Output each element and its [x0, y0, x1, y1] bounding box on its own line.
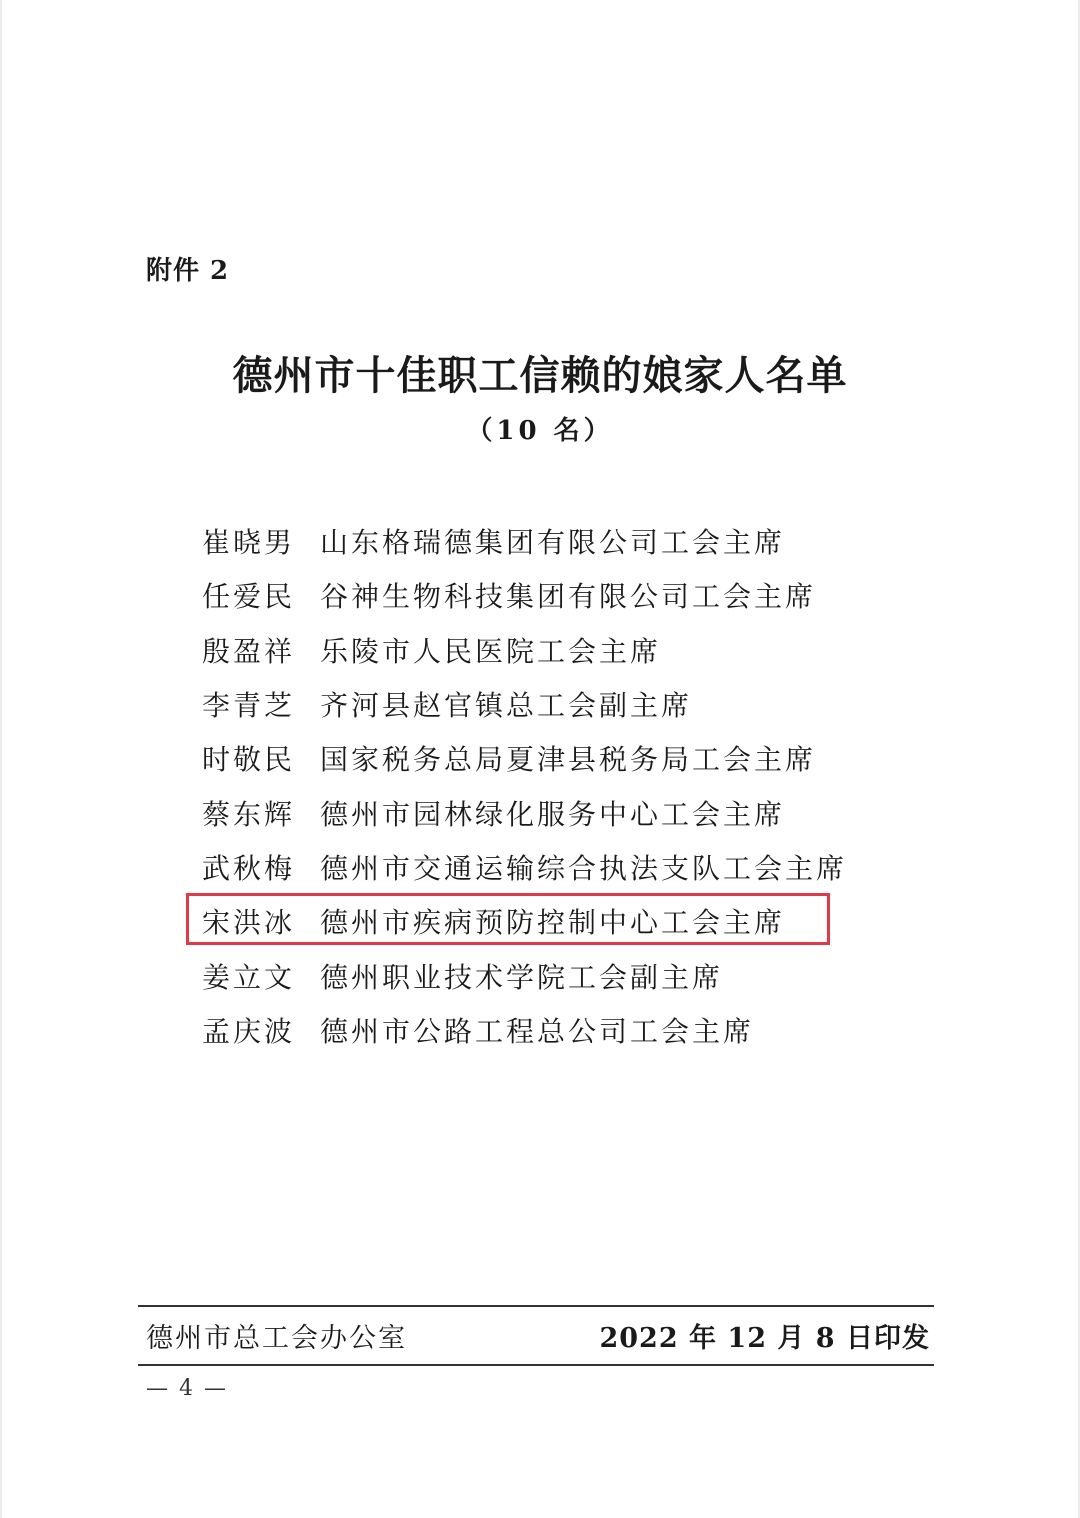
list-item: [202, 948, 902, 1002]
list-item: [202, 785, 902, 839]
document-title: 德州市十佳职工信赖的娘家人名单: [232, 352, 848, 399]
page-number: — 4 —: [146, 1376, 228, 1401]
footer-issue-date: 2022 年 12 月 8 日印发: [599, 1323, 930, 1354]
person-name: 蔡东辉: [202, 797, 296, 831]
list-item: [202, 514, 902, 568]
person-name: 姜立文: [202, 960, 296, 994]
footer-divider-top: [138, 1305, 934, 1307]
person-position: 谷神生物科技集团有限公司工会主席: [320, 580, 817, 614]
document-subtitle: （10 名）: [466, 416, 614, 446]
list-item: [202, 840, 902, 894]
person-position: 齐河县赵官镇总工会副主席: [320, 689, 693, 723]
person-position: 德州市园林绿化服务中心工会主席: [320, 797, 786, 831]
person-name: 李青芝: [202, 689, 296, 723]
person-position: 德州市交通运输综合执法支队工会主席: [320, 851, 848, 885]
person-position: 乐陵市人民医院工会主席: [320, 634, 662, 668]
attachment-label: 附件 2: [146, 256, 230, 286]
list-item: [202, 1003, 902, 1057]
person-position: 山东格瑞德集团有限公司工会主席: [320, 526, 786, 560]
person-name: 任爱民: [202, 580, 296, 614]
person-name: 宋洪冰: [202, 906, 296, 940]
person-position: 德州职业技术学院工会副主席: [320, 960, 724, 994]
person-position: 德州市公路工程总公司工会主席: [320, 1014, 755, 1048]
person-name: 时敬民: [202, 743, 296, 777]
list-item: [202, 623, 902, 677]
footer-divider-bottom: [138, 1364, 934, 1366]
person-position: 德州市疾病预防控制中心工会主席: [320, 906, 786, 940]
list-item: [202, 568, 902, 622]
footer-office: 德州市总工会办公室: [146, 1323, 407, 1354]
person-name: 孟庆波: [202, 1014, 296, 1048]
person-name: 崔晓男: [202, 526, 296, 560]
list-item: [202, 677, 902, 731]
person-position: 国家税务总局夏津县税务局工会主席: [320, 743, 817, 777]
person-name: 殷盈祥: [202, 634, 296, 668]
list-item: [202, 731, 902, 785]
person-name: 武秋梅: [202, 851, 296, 885]
highlight-box: [186, 893, 830, 945]
name-list: [202, 514, 902, 1057]
